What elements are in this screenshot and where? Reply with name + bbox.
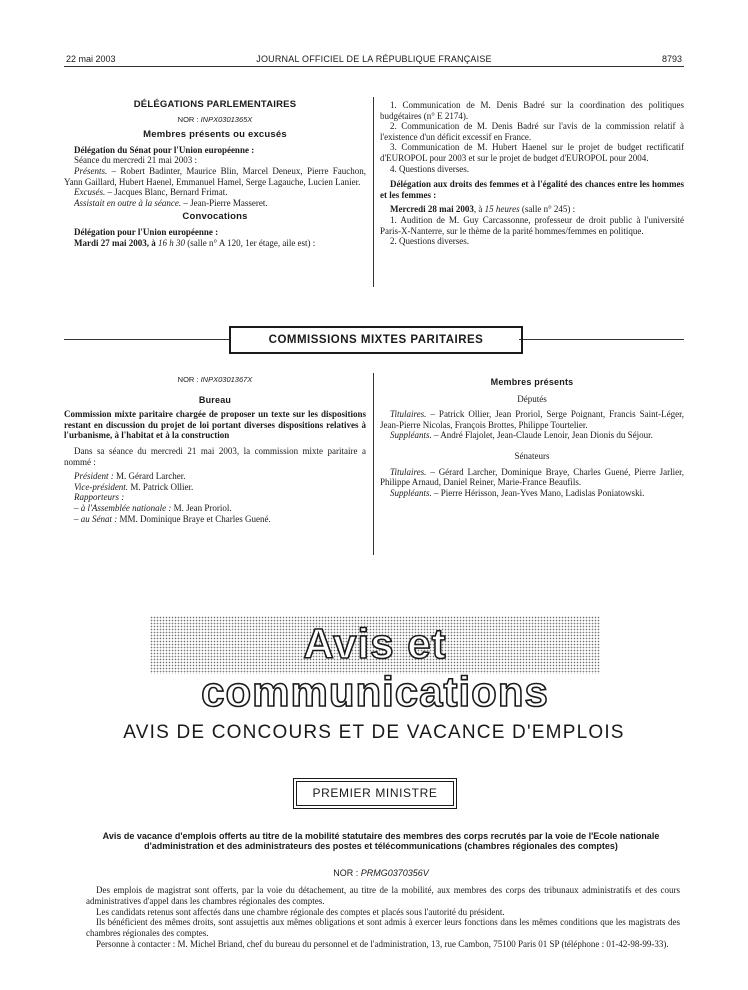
vacance-title: Avis de vacance d'emplois offerts au titre de la mobilité statutaire des membres des corps recrutés par la voie de l'Ecole nationale d'administration et des administrateurs des postes et télécommunications (chambres régionales des comptes) (102, 831, 660, 852)
vice-president-line (64, 482, 366, 493)
senateurs-titulaires (380, 467, 684, 488)
banner-title: Avis et communications (201, 620, 549, 715)
agenda-item-3: 3. Communication de M. Hubert Haenel sur le projet de budget rectificatif d'EUROPOL pour 2003 et sur le projet de budget d'EUROPOL pour 2004. (380, 142, 684, 163)
droits-room: (salle n° 245) : (519, 204, 576, 215)
excuses-paragraph (64, 187, 366, 198)
senateurs-titulaires-label: Titulaires. (390, 466, 427, 477)
rapporteur-an-name: M. Jean Proriol. (171, 502, 232, 513)
rapporteur-an-label: – à l'Assemblée nationale : (74, 502, 172, 513)
header-date: 22 mai 2003 (66, 54, 116, 64)
convocation-time: 16 h 30 (158, 237, 185, 248)
delegations-nor (64, 115, 366, 126)
vacance-body (86, 885, 680, 950)
president-label: Président : (74, 471, 114, 482)
rapporteur-senat-label: – au Sénat : (74, 513, 118, 524)
droits-item-2: 2. Questions diverses. (390, 236, 469, 247)
nor-code: INPX0301365X (200, 114, 253, 124)
convocations-heading: Convocations (182, 211, 248, 223)
nor-label: NOR : (333, 868, 361, 878)
column-divider-cmp (373, 373, 374, 555)
droits-item-1: 1. Audition de M. Guy Carcassonne, professeur de droit public à l'université Paris-X-Nanterre, sur le thème de la parité hommes/femmes en politique. (380, 214, 684, 236)
deputes-titulaires-text: – Patrick Ollier, Jean Proriol, Serge Poignant, Francis Saint-Léger, Jean-Pierre Nicolas, François Brottes, Philippe Tourtelier. (380, 409, 684, 430)
vice-president-label: Vice-président. (74, 481, 129, 492)
droits-femmes-title: Délégation aux droits des femmes et à l'égalité des chances entre les hommes et les femmes : (380, 179, 684, 200)
rapporteur-an-line (64, 503, 366, 514)
seance-line: Séance du mercredi 21 mai 2003 : (74, 155, 197, 166)
agenda-item-2: 2. Communication de M. Denis Badré sur l'avis de la commission relatif à l'existence d'un déficit excessif en France. (380, 121, 684, 142)
vacance-paragraph-4: Personne à contacter : M. Michel Briand, chef du bureau du personnel et de l'administration, 13, rue Cambon, 75100 Paris 01 SP (téléphone : 01-42-98-99-33). (96, 938, 669, 949)
vacance-paragraph-1: Des emplois de magistrat sont offerts, par la voie du détachement, au titre de la mobilité, aux membres des corps des tribunaux administratifs et des cours administratives d'appel dans les chambres régionales des comptes. (86, 885, 680, 906)
delegations-left-column (64, 100, 366, 248)
convocation-room: (salle n° A 120, 1er étage, aile est) : (185, 237, 316, 248)
nor-code: INPX0301367X (200, 375, 253, 384)
cmp-nor (64, 375, 366, 386)
presents-text: – Robert Badinter, Maurice Blin, Marcel Deneux, Pierre Fauchon, Yann Gaillard, Hubert Haenel, Emmanuel Hamel, Serge Lagauche, Lucien Lanier. (64, 165, 366, 187)
senateurs-heading: Sénateurs (514, 450, 550, 461)
convocation-date-a: , à (146, 237, 158, 248)
header-title: JOURNAL OFFICIEL DE LA RÉPUBLIQUE FRANÇAISE (256, 54, 492, 64)
droits-date-paragraph (380, 204, 684, 215)
convocation-date: Mardi 27 mai 2003 (74, 237, 147, 248)
deputes-titulaires-label: Titulaires. (390, 409, 427, 420)
senat-delegation-title: Délégation du Sénat pour l'Union européenne : (74, 144, 255, 155)
assistait-paragraph (64, 198, 366, 209)
cmp-left-column (64, 375, 366, 524)
cmp-commission-title: Commission mixte paritaire chargée de proposer un texte sur les dispositions restant en discussion du projet de loi portant diverses dispositions relatives à l'urbanisme, à l'habitat et à la construction (64, 409, 366, 441)
membres-presents-heading: Membres présents (490, 377, 574, 387)
header-page-number: 8793 (661, 54, 682, 64)
president-line (64, 471, 366, 482)
bureau-heading: Bureau (198, 394, 232, 405)
rapporteur-senat-name: MM. Dominique Braye et Charles Guené. (117, 513, 271, 524)
deputes-titulaires (380, 409, 684, 430)
nor-label: NOR : (177, 375, 201, 384)
senateurs-suppleants-text: – Pierre Hérisson, Jean-Yves Mano, Ladislas Poniatowski. (431, 487, 645, 498)
senateurs-titulaires-text: – Gérard Larcher, Dominique Braye, Charles Guené, Pierre Jarlier, Philippe Arnaud, Daniel Reiner, Marie-France Beaufils. (380, 466, 684, 488)
assistait-label: Assistait en outre à la séance. (74, 197, 182, 208)
cmp-box-title: COMMISSIONS MIXTES PARITAIRES (229, 326, 523, 354)
droits-date: Mercredi 28 mai 2003 (390, 204, 474, 215)
rapporteurs-label: Rapporteurs : (74, 492, 125, 503)
avis-concours-heading: AVIS DE CONCOURS ET DE VACANCE D'EMPLOIS (123, 722, 625, 743)
cmp-right-column (380, 377, 684, 498)
excuses-label: Excusés. (74, 187, 106, 198)
cmp-rule-right (519, 339, 684, 340)
nor-label: NOR : (177, 114, 201, 124)
convocation-delegation-title: Délégation pour l'Union européenne : (74, 226, 219, 237)
excuses-text: – Jacques Blanc, Bernard Frimat. (105, 187, 228, 198)
vacance-paragraph-3: Ils bénéficient des mêmes droits, sont assujettis aux mêmes obligations et sont admis à exercer leurs fonctions dans les mêmes conditions que les magistrats des chambres régionales des comptes. (86, 917, 680, 939)
header-rule (64, 66, 684, 67)
vacance-nor (86, 868, 676, 879)
droits-date-a: , à (473, 204, 485, 215)
deputes-suppleants (380, 430, 684, 441)
convocation-date-paragraph (64, 238, 366, 249)
agenda-item-1: 1. Communication de M. Denis Badré sur la coordination des politiques budgétaires (n° E 2174). (380, 100, 684, 121)
president-name: M. Gérard Larcher. (113, 471, 186, 482)
deputes-suppleants-text: – André Flajolet, Jean-Claude Lenoir, Jean Dionis du Séjour. (431, 430, 653, 441)
nor-code: PRMG0370356V (360, 868, 429, 878)
deputes-heading: Députés (517, 393, 547, 404)
agenda-item-4: 4. Questions diverses. (390, 163, 469, 174)
deputes-suppleants-label: Suppléants. (390, 430, 432, 441)
delegations-right-column (380, 100, 684, 247)
assistait-text: – Jean-Pierre Masseret. (181, 197, 268, 208)
rapporteur-senat-line (64, 514, 366, 525)
presents-paragraph (64, 166, 366, 187)
droits-time: 15 heures (484, 204, 520, 215)
membres-presents-excuses-heading: Membres présents ou excusés (143, 129, 287, 141)
premier-ministre-box: PREMIER MINISTRE (296, 781, 454, 806)
cmp-rule-left (64, 339, 229, 340)
presents-label: Présents. (74, 165, 108, 176)
senateurs-suppleants-label: Suppléants. (390, 487, 432, 498)
vice-president-name: M. Patrick Ollier. (128, 481, 194, 492)
senateurs-suppleants (380, 488, 684, 499)
column-divider-top (373, 97, 374, 287)
cmp-seance-text: Dans sa séance du mercredi 21 mai 2003, la commission mixte paritaire a nommé : (64, 445, 366, 467)
delegations-heading: DÉLÉGATIONS PARLEMENTAIRES (133, 99, 297, 110)
vacance-paragraph-2: Les candidats retenus sont affectés dans une chambre régionale des comptes et placés sous l'autorité du président. (96, 906, 505, 917)
